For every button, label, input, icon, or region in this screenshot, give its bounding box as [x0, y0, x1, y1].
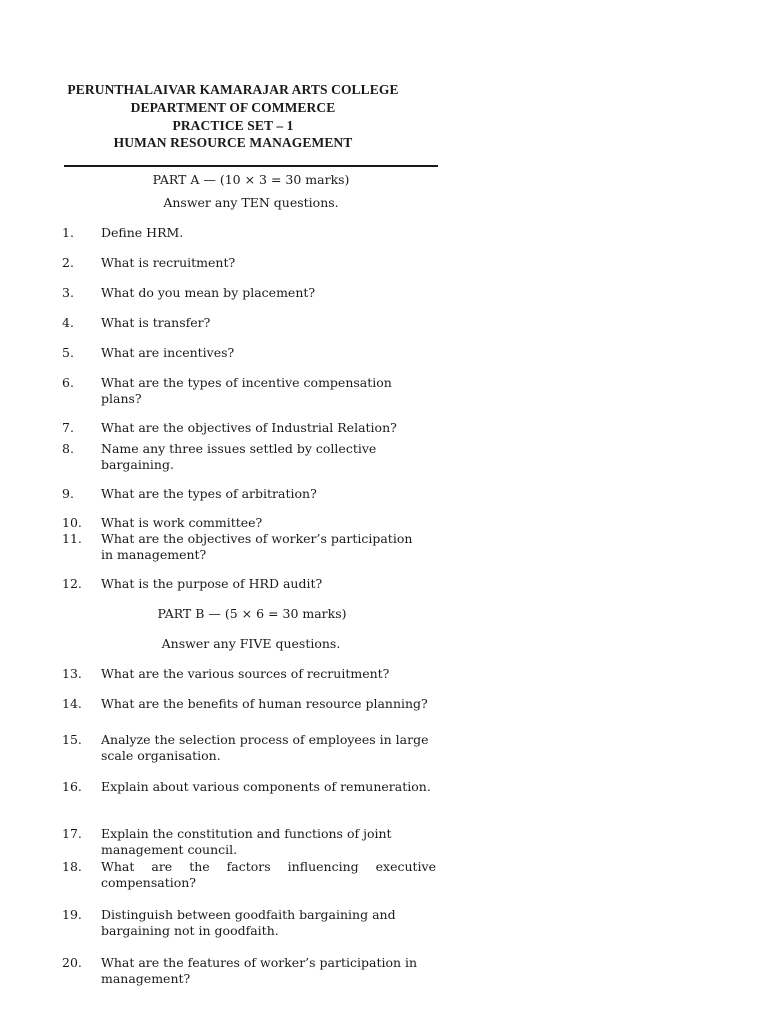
- question-number: 4.: [62, 315, 74, 330]
- question-text: What are the objectives of Industrial Relation?: [101, 420, 397, 435]
- practice-set-title: PRACTICE SET – 1: [172, 118, 294, 133]
- question-text: What are the various sources of recruitment?: [101, 666, 390, 681]
- question-number: 13.: [62, 666, 82, 681]
- department-name: DEPARTMENT OF COMMERCE: [130, 100, 336, 115]
- question-text: Explain about various components of remuneration.: [101, 779, 431, 794]
- question-number: 1.: [62, 225, 74, 240]
- question-number: 12.: [62, 576, 82, 591]
- part-a-instruction: Answer any TEN questions.: [163, 195, 339, 210]
- question-text: What is the purpose of HRD audit?: [101, 576, 323, 591]
- question-number: 15.: [62, 732, 82, 747]
- question-text: What are the objectives of worker’s participation in management?: [101, 531, 413, 562]
- question-number: 14.: [62, 696, 82, 711]
- question-text: What are the features of worker’s participation in management?: [101, 955, 418, 986]
- part-b-title: PART B — (5 × 6 = 30 marks): [157, 606, 347, 621]
- question-text: What do you mean by placement?: [101, 285, 316, 300]
- question-number: 3.: [62, 285, 74, 300]
- question-number: 2.: [62, 255, 74, 270]
- question-number: 20.: [62, 955, 82, 970]
- question-text: What are the types of incentive compensation plans?: [101, 375, 392, 406]
- question-text: What is transfer?: [101, 315, 211, 330]
- question-text: What is recruitment?: [101, 255, 236, 270]
- question-number: 9.: [62, 486, 74, 501]
- question-text: What are incentives?: [101, 345, 235, 360]
- question-number: 17.: [62, 826, 82, 841]
- question-text: Analyze the selection process of employees in large scale organisation.: [101, 732, 429, 763]
- question-text: Name any three issues settled by collective bargaining.: [101, 441, 377, 472]
- question-text: Explain the constitution and functions of joint management council.: [101, 826, 392, 857]
- question-text: What is work committee?: [101, 515, 263, 530]
- question-number: 5.: [62, 345, 74, 360]
- part-a-title: PART A — (10 × 3 = 30 marks): [152, 172, 350, 187]
- question-text: What are the types of arbitration?: [101, 486, 317, 501]
- question-number: 6.: [62, 375, 74, 390]
- college-name: PERUNTHALAIVAR KAMARAJAR ARTS COLLEGE: [67, 82, 399, 97]
- question-number: 16.: [62, 779, 82, 794]
- part-b-instruction: Answer any FIVE questions.: [161, 636, 341, 651]
- question-number: 18.: [62, 859, 82, 874]
- question-number: 10.: [62, 515, 82, 530]
- question-number: 11.: [62, 531, 82, 546]
- subject-title: HUMAN RESOURCE MANAGEMENT: [113, 135, 353, 150]
- question-text: Distinguish between goodfaith bargaining and bargaining not in goodfaith.: [101, 907, 396, 938]
- header-divider: [64, 165, 438, 167]
- question-number: 19.: [62, 907, 82, 922]
- question-text: What are the factors influencing executive compensation?: [101, 859, 436, 890]
- question-number: 7.: [62, 420, 74, 435]
- question-text: Define HRM.: [101, 225, 184, 240]
- question-text: What are the benefits of human resource planning?: [101, 696, 428, 711]
- question-number: 8.: [62, 441, 74, 456]
